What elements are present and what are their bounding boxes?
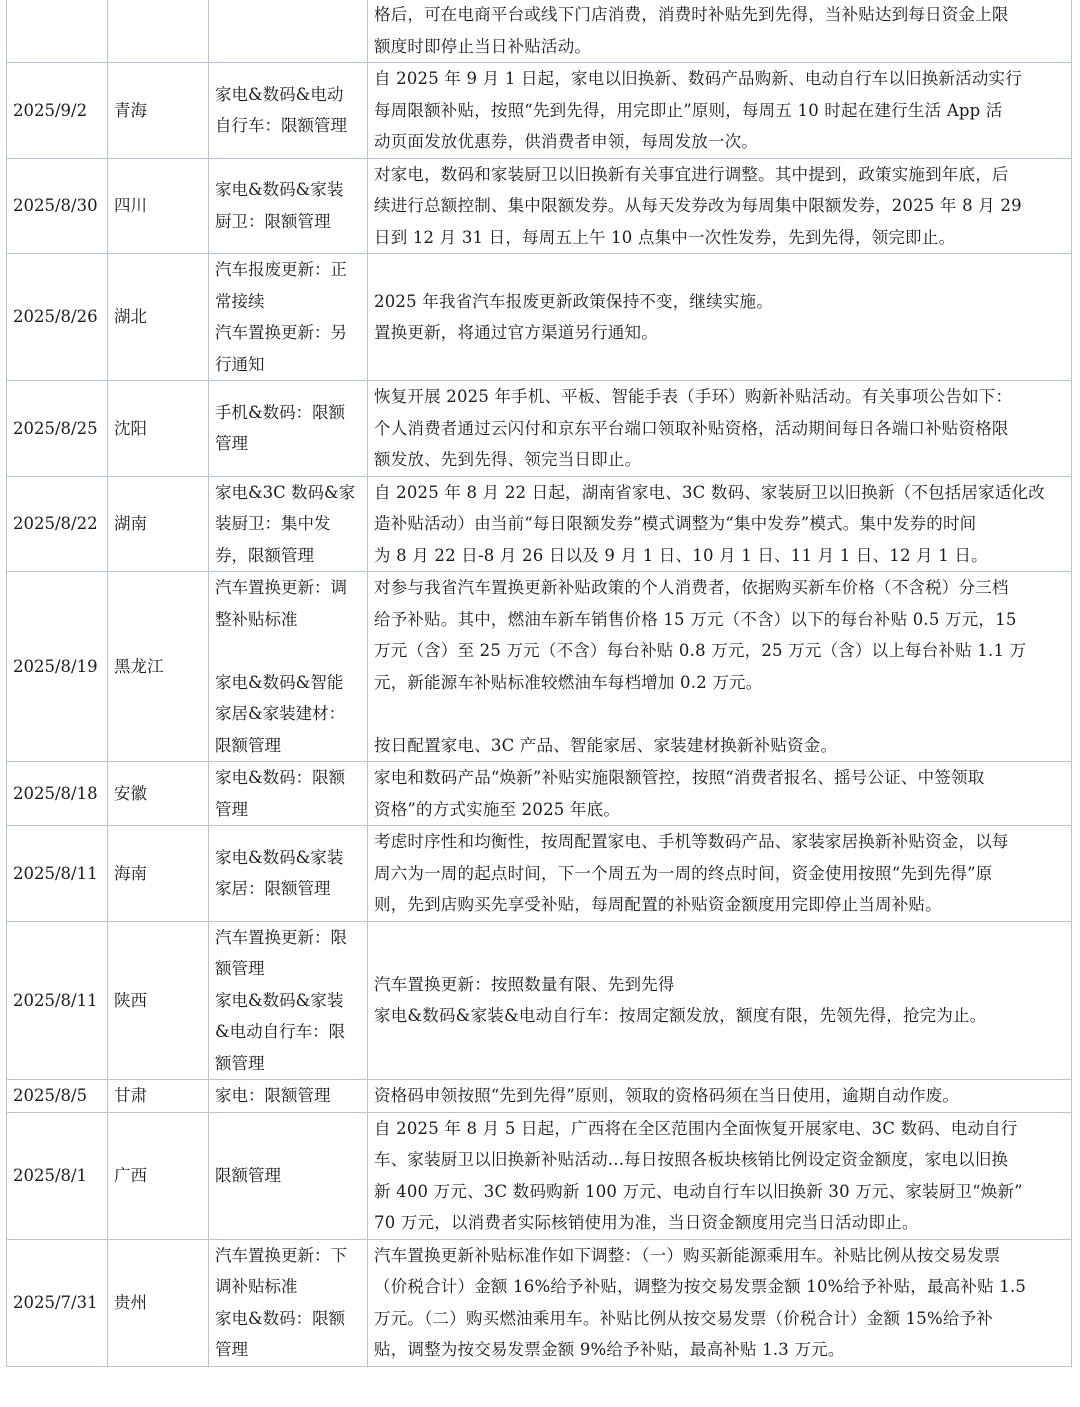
detail-line bbox=[374, 698, 1065, 730]
date-cell: 2025/8/25 bbox=[7, 381, 108, 477]
category-cell bbox=[209, 762, 368, 826]
region-cell: 湖北 bbox=[108, 254, 209, 381]
detail-cell bbox=[368, 476, 1072, 572]
detail-cell bbox=[368, 1112, 1072, 1239]
category-line: 管理 bbox=[215, 434, 248, 454]
category-cell bbox=[209, 1239, 368, 1366]
date-cell: 2025/9/2 bbox=[7, 63, 108, 159]
detail-line: 2025 年我省汽车报废更新政策保持不变，继续实施。 bbox=[374, 291, 773, 311]
detail-cell bbox=[368, 826, 1072, 922]
detail-line: 续进行总额控制、集中限额发券。从每天发券改为每周集中限额发券，2025 年 8 月 29 bbox=[374, 196, 1022, 215]
date-cell: 2025/8/1 bbox=[7, 1112, 108, 1239]
category-line: 家电&3C 数码&家 bbox=[215, 482, 356, 502]
detail-line: 车、家装厨卫以旧换新补贴活动...每日按照各板块核销比例设定资金额度，家电以旧换 bbox=[374, 1150, 1009, 1169]
date-cell: 2025/8/11 bbox=[7, 921, 108, 1080]
category-line: 家电&数码：限额 bbox=[215, 1308, 346, 1328]
region-cell: 湖南 bbox=[108, 476, 209, 572]
table-row bbox=[7, 63, 1072, 159]
detail-line: 每周限额补贴，按照“先到先得，用完即止”原则，每周五 10 时起在建行生活 App 活 bbox=[374, 100, 1003, 120]
category-line: 家居：限额管理 bbox=[215, 879, 331, 899]
table-row bbox=[7, 381, 1072, 477]
detail-line: 家电和数码产品“焕新”补贴实施限额管控，按照“消费者报名、摇号公证、中签领取 bbox=[374, 768, 985, 787]
category-line: 额管理 bbox=[215, 1053, 265, 1073]
detail-line: 为 8 月 22 日-8 月 26 日以及 9 月 1 日、10 月 1 日、11 月 1 日、12 月 1 日。 bbox=[374, 545, 988, 565]
region-cell: 安徽 bbox=[108, 762, 209, 826]
category-line: 家居&家装建材： bbox=[215, 704, 346, 723]
table-row bbox=[7, 254, 1072, 381]
category-line: 限额管理 bbox=[215, 735, 281, 755]
detail-cell bbox=[368, 254, 1072, 381]
region-cell: 甘肃 bbox=[108, 1080, 209, 1113]
date-cell: 2025/8/18 bbox=[7, 762, 108, 826]
detail-line: 新 400 万元、3C 数码购新 100 万元、电动自行车以旧换新 30 万元、家装厨卫“焕新” bbox=[374, 1181, 1023, 1201]
category-cell bbox=[209, 63, 368, 159]
category-line: &电动自行车：限 bbox=[215, 1022, 346, 1041]
table-row bbox=[7, 1239, 1072, 1366]
date-cell: 2025/8/5 bbox=[7, 1080, 108, 1113]
category-line: 汽车置换更新：调 bbox=[215, 578, 347, 597]
region-cell: 广西 bbox=[108, 1112, 209, 1239]
category-cell bbox=[209, 921, 368, 1080]
detail-line: 万元。（二）购买燃油乘用车。补贴比例从按交易发票（价税合计）金额 15%给予补 bbox=[374, 1308, 993, 1328]
category-line: 汽车置换更新：下 bbox=[215, 1245, 347, 1265]
category-cell bbox=[209, 572, 368, 762]
detail-line: 造补贴活动）由当前“每日限额发券”模式调整为“集中发券”模式。集中发券的时间 bbox=[374, 514, 977, 533]
category-line bbox=[215, 635, 361, 667]
region-cell: 青海 bbox=[108, 63, 209, 159]
detail-cell bbox=[368, 572, 1072, 762]
category-cell bbox=[209, 826, 368, 922]
date-cell: 2025/7/31 bbox=[7, 1239, 108, 1366]
table-row bbox=[7, 921, 1072, 1080]
region-cell: 陕西 bbox=[108, 921, 209, 1080]
region-cell bbox=[108, 0, 209, 63]
category-line: 管理 bbox=[215, 799, 248, 819]
category-line: 家电&数码&电动 bbox=[215, 84, 344, 104]
detail-line: 汽车置换更新补贴标准作如下调整：（一）购买新能源乘用车。补贴比例从按交易发票 bbox=[374, 1245, 1001, 1265]
category-line: 装厨卫：集中发 bbox=[215, 514, 331, 533]
region-cell: 贵州 bbox=[108, 1239, 209, 1366]
category-line: 家电&数码&家装 bbox=[215, 847, 344, 867]
category-line: 厨卫：限额管理 bbox=[215, 211, 331, 231]
category-line: 券，限额管理 bbox=[215, 545, 314, 565]
category-line: 管理 bbox=[215, 1340, 248, 1359]
detail-line: 按日配置家电、3C 产品、智能家居、家装建材换新补贴资金。 bbox=[374, 735, 838, 755]
detail-line: 给予补贴。其中，燃油车新车销售价格 15 万元（不含）以下的每台补贴 0.5 万元，15 bbox=[374, 609, 1017, 629]
table-row bbox=[7, 158, 1072, 254]
region-cell: 黑龙江 bbox=[108, 572, 209, 762]
category-line: 汽车置换更新：另 bbox=[215, 323, 347, 342]
category-cell bbox=[209, 158, 368, 254]
detail-cell bbox=[368, 0, 1072, 63]
detail-line: 自 2025 年 8 月 5 日起，广西将在全区范围内全面恢复开展家电、3C 数码、电动自行 bbox=[374, 1118, 1018, 1138]
detail-line: 额度时即停止当日补贴活动。 bbox=[374, 36, 592, 56]
detail-cell bbox=[368, 158, 1072, 254]
table-row bbox=[7, 1080, 1072, 1113]
category-cell bbox=[209, 476, 368, 572]
detail-cell bbox=[368, 1239, 1072, 1366]
policy-table bbox=[6, 0, 1072, 1367]
category-line: 整补贴标准 bbox=[215, 609, 298, 629]
date-cell: 2025/8/30 bbox=[7, 158, 108, 254]
detail-line: 日到 12 月 31 日，每周五上午 10 点集中一次性发券，先到先得，领完即止。 bbox=[374, 227, 956, 247]
date-cell: 2025/8/19 bbox=[7, 572, 108, 762]
date-cell bbox=[7, 0, 108, 63]
table-row bbox=[7, 476, 1072, 572]
date-cell: 2025/8/22 bbox=[7, 476, 108, 572]
region-cell: 海南 bbox=[108, 826, 209, 922]
category-cell bbox=[209, 254, 368, 381]
category-line: 家电&数码&家装 bbox=[215, 180, 344, 200]
category-line: 家电&数码：限额 bbox=[215, 768, 346, 787]
detail-cell bbox=[368, 762, 1072, 826]
category-cell bbox=[209, 1112, 368, 1239]
category-line: 汽车报废更新：正 bbox=[215, 260, 347, 279]
detail-line: 则，先到店购买先享受补贴，每周配置的补贴资金额度用完即停止当周补贴。 bbox=[374, 895, 942, 914]
table-row bbox=[7, 1112, 1072, 1239]
date-cell: 2025/8/26 bbox=[7, 254, 108, 381]
detail-line: 自 2025 年 8 月 22 日起，湖南省家电、3C 数码、家装厨卫以旧换新（不包括居家适化改 bbox=[374, 482, 1045, 502]
category-line: 家电&数码&智能 bbox=[215, 672, 344, 692]
category-line: 家电&数码&家装 bbox=[215, 990, 344, 1010]
detail-line: 元，新能源车补贴标准较燃油车每档增加 0.2 万元。 bbox=[374, 672, 763, 692]
date-cell: 2025/8/11 bbox=[7, 826, 108, 922]
region-cell: 沈阳 bbox=[108, 381, 209, 477]
category-line: 额管理 bbox=[215, 959, 265, 978]
detail-line: 对家电，数码和家装厨卫以旧换新有关事宜进行调整。其中提到，政策实施到年底，后 bbox=[374, 164, 1009, 184]
detail-line: （价税合计）金额 16%给予补贴，调整为按交易发票金额 10%给予补贴，最高补贴 1.5 bbox=[374, 1277, 1027, 1296]
detail-line: 家电&数码&家装&电动自行车：按周定额发放，额度有限，先领先得，抢完为止。 bbox=[374, 1006, 987, 1026]
detail-line: 恢复开展 2025 年手机、平板、智能手表（手环）购新补贴活动。有关事项公告如下： bbox=[374, 387, 1013, 406]
category-line: 手机&数码：限额 bbox=[215, 402, 346, 422]
detail-line: 资格码申领按照“先到先得”原则，领取的资格码须在当日使用，逾期自动作废。 bbox=[374, 1086, 960, 1105]
detail-line: 70 万元，以消费者实际核销使用为准，当日资金额度用完当日活动即止。 bbox=[374, 1213, 919, 1232]
table-row bbox=[7, 0, 1072, 63]
category-line: 行通知 bbox=[215, 354, 265, 374]
detail-cell bbox=[368, 63, 1072, 159]
detail-cell bbox=[368, 921, 1072, 1080]
category-line bbox=[215, 15, 361, 47]
category-line: 常接续 bbox=[215, 291, 265, 311]
detail-line: 周六为一周的起点时间，下一个周五为一周的终点时间，资金使用按照“先到先得”原 bbox=[374, 863, 993, 883]
detail-line: 贴，调整为按交易发票金额 9%给予补贴，最高补贴 1.3 万元。 bbox=[374, 1340, 845, 1359]
policy-table-body bbox=[7, 0, 1072, 1366]
detail-line: 动页面发放优惠券，供消费者申领，每周发放一次。 bbox=[374, 132, 759, 151]
table-row bbox=[7, 762, 1072, 826]
detail-line: 汽车置换更新：按照数量有限、先到先得 bbox=[374, 974, 675, 994]
category-cell bbox=[209, 381, 368, 477]
category-line: 汽车置换更新：限 bbox=[215, 927, 347, 947]
table-row bbox=[7, 826, 1072, 922]
detail-line: 置换更新，将通过官方渠道另行通知。 bbox=[374, 323, 658, 342]
detail-line: 额发放、先到先得、领完当日即止。 bbox=[374, 450, 642, 469]
detail-line: 万元（含）至 25 万元（不含）每台补贴 0.8 万元，25 万元（含）以上每台补贴 1.1 万 bbox=[374, 641, 1027, 660]
detail-line: 考虑时序性和均衡性，按周配置家电、手机等数码产品、家装家居换新补贴资金，以每 bbox=[374, 832, 1009, 851]
detail-line: 自 2025 年 9 月 1 日起，家电以旧换新、数码产品购新、电动自行车以旧换新活动实行 bbox=[374, 69, 1022, 88]
table-row bbox=[7, 572, 1072, 762]
category-line: 自行车：限额管理 bbox=[215, 116, 347, 136]
category-line: 限额管理 bbox=[215, 1165, 281, 1185]
detail-line: 资格”的方式实施至 2025 年底。 bbox=[374, 799, 621, 819]
region-cell: 四川 bbox=[108, 158, 209, 254]
detail-cell bbox=[368, 381, 1072, 477]
category-cell bbox=[209, 1080, 368, 1113]
detail-cell bbox=[368, 1080, 1072, 1113]
detail-line: 对参与我省汽车置换更新补贴政策的个人消费者，依据购买新车价格（不含税）分三档 bbox=[374, 578, 1009, 597]
category-line: 家电：限额管理 bbox=[215, 1086, 331, 1105]
category-line: 调补贴标准 bbox=[215, 1277, 298, 1296]
detail-line: 个人消费者通过云闪付和京东平台端口领取补贴资格，活动期间每日各端口补贴资格限 bbox=[374, 418, 1009, 438]
category-cell bbox=[209, 0, 368, 63]
detail-line: 格后，可在电商平台或线下门店消费，消费时补贴先到先得，当补贴达到每日资金上限 bbox=[374, 5, 1009, 24]
